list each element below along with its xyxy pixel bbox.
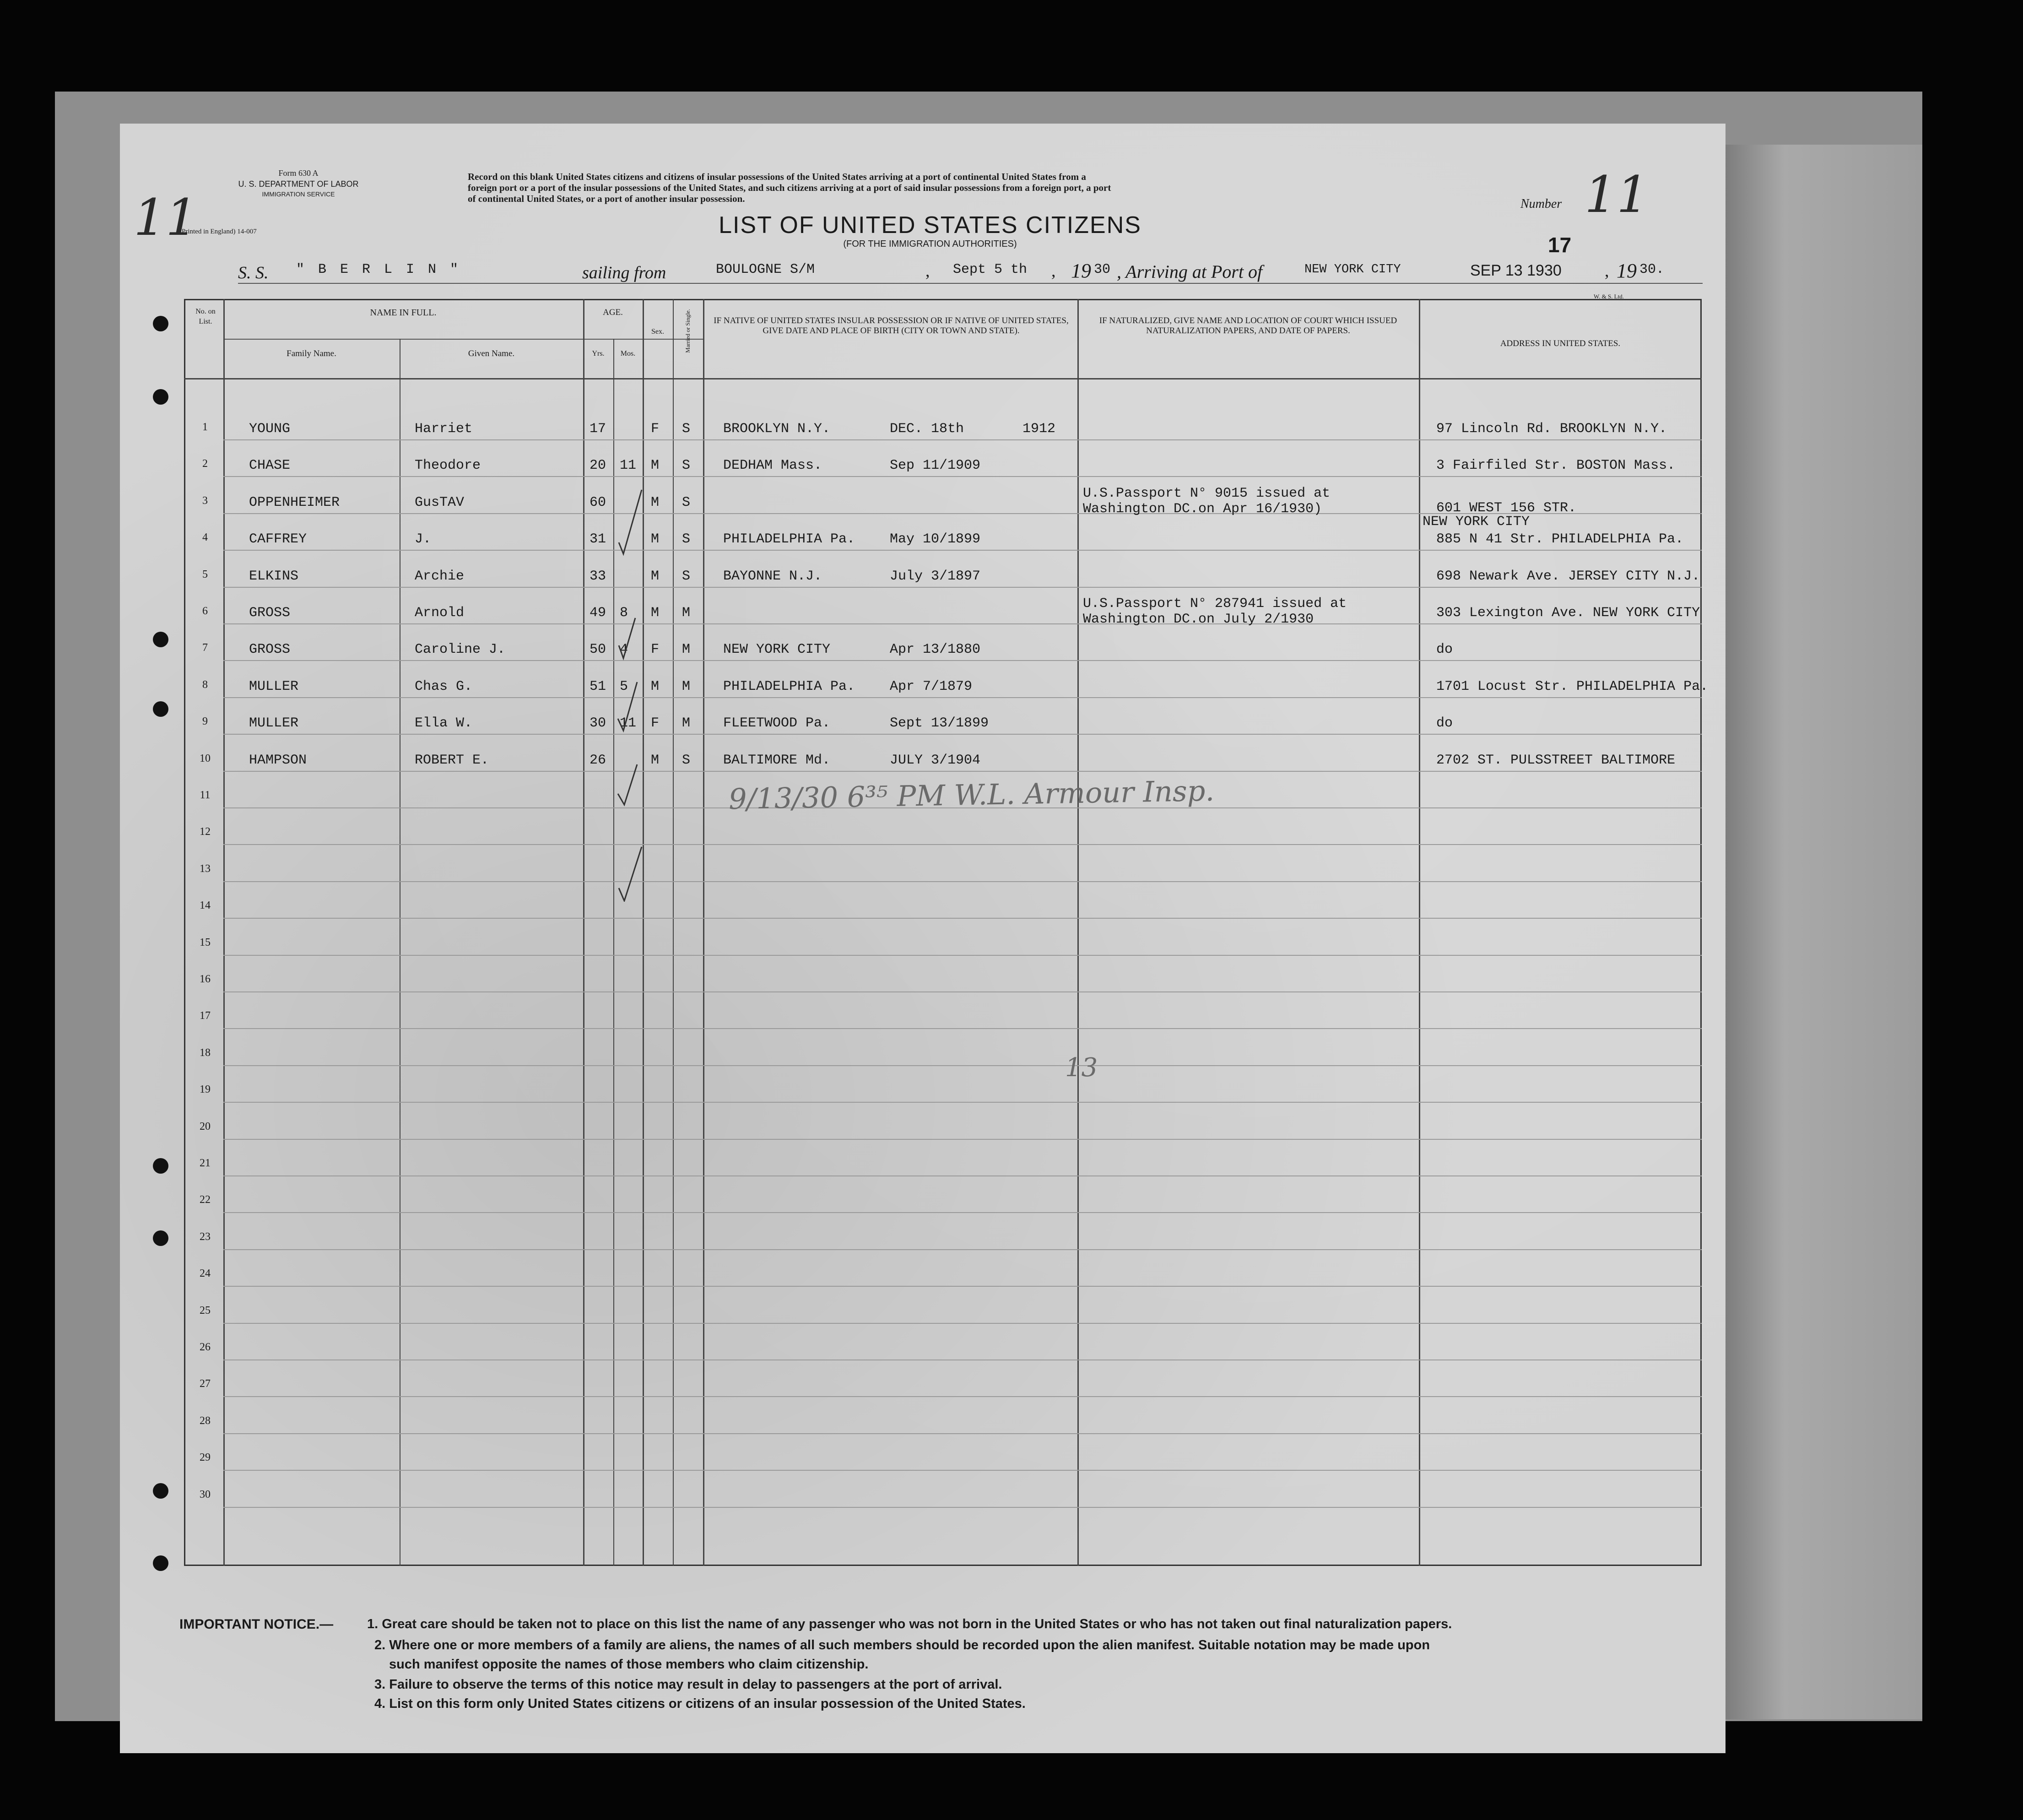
year-typed: 30 [1094, 262, 1111, 277]
row-number: 12 [200, 826, 211, 838]
punch-hole [153, 316, 168, 331]
punch-hole [153, 1230, 168, 1246]
punch-hole [153, 1158, 168, 1174]
row-rule [223, 1396, 1702, 1397]
row-rule [223, 1028, 1702, 1029]
col-header-given: Given Name. [468, 349, 515, 358]
family-name: ELKINS [249, 568, 299, 584]
intro-line: foreign port or a port of the insular possessions of the United States, and such citizens arriving at a port of said insular possessions from a foreign port, a port [468, 182, 1111, 193]
row-rule [223, 550, 1702, 551]
punch-hole [153, 1483, 168, 1499]
intro-line: Record on this blank United States citizens and citizens of insular possessions of the United States arriving at a port of continental United States from a [468, 171, 1086, 182]
row-rule [223, 1470, 1702, 1471]
marital-status: M [682, 715, 691, 731]
inspector-note: 9/13/30 6³⁵ PM W.L. Armour Insp. [728, 774, 1215, 816]
naturalization-info: Washington DC.on July 2/1930 [1083, 612, 1314, 627]
birth-date: Apr 13/1880 [890, 642, 981, 658]
page-subtitle: (FOR THE IMMIGRATION AUTHORITIES) [843, 239, 1017, 249]
service-label: IMMIGRATION SERVICE [262, 190, 335, 198]
sex: M [651, 678, 660, 694]
birth-place: BROOKLYN N.Y. [723, 421, 831, 437]
row-number: 13 [200, 862, 211, 875]
punch-hole [153, 1555, 168, 1571]
row-number: 17 [200, 1010, 211, 1022]
given-name: Ella W. [415, 715, 473, 731]
sex: M [651, 568, 660, 584]
marital-status: S [682, 494, 691, 510]
row-rule [223, 1212, 1702, 1213]
notice-item: 2. Where one or more members of a family are aliens, the names of all such members should be recorded upon the alien manifest. Suitable notation may be made upon [374, 1638, 1430, 1652]
row-rule [223, 1507, 1702, 1508]
row-rule [223, 587, 1702, 588]
row-number: 9 [202, 715, 208, 728]
row-number: 25 [200, 1304, 211, 1316]
birth-date: DEC. 18th [890, 421, 964, 437]
row-rule [223, 1286, 1702, 1287]
address: 97 Lincoln Rd. BROOKLYN N.Y. [1436, 421, 1667, 437]
row-number: 29 [200, 1452, 211, 1464]
row-rule [223, 439, 1702, 440]
row-rule [223, 1249, 1702, 1250]
row-number: 22 [200, 1194, 211, 1206]
birth-place: PHILADELPHIA Pa. [723, 678, 855, 694]
year-prefix: 19 [1071, 260, 1091, 282]
row-number: 24 [200, 1268, 211, 1280]
birth-date: Sept 13/1899 [890, 715, 989, 731]
family-name: MULLER [249, 715, 299, 731]
age-months: 11 [620, 715, 637, 731]
list-number-handwritten: 11 [1585, 165, 1649, 224]
given-name: GusTAV [415, 494, 465, 510]
col-header-birth: IF NATIVE OF UNITED STATES INSULAR POSSESSION OR IF NATIVE OF UNITED STATES, GIVE DATE AND PLACE OF BIRTH (CITY OR TOWN AND STATE). [714, 316, 1069, 336]
ss-label: S. S. [238, 263, 269, 282]
sex: M [651, 494, 660, 510]
col-header-sex: Sex. [651, 328, 664, 336]
family-name: HAMPSON [249, 752, 307, 768]
row-rule [223, 1323, 1702, 1324]
page-title: LIST OF UNITED STATES CITIZENS [719, 212, 1141, 238]
row-number: 27 [200, 1378, 211, 1390]
row-rule [223, 1433, 1702, 1434]
given-name: Arnold [415, 605, 465, 621]
given-name: Caroline J. [415, 642, 506, 658]
naturalization-info: Washington DC.on Apr 16/1930) [1083, 501, 1322, 517]
row-rule [223, 955, 1702, 956]
family-name: CAFFREY [249, 531, 307, 547]
given-name: Archie [415, 568, 465, 584]
row-number: 26 [200, 1341, 211, 1353]
row-number: 7 [202, 642, 208, 654]
arriving-label: , Arriving at Port of [1117, 261, 1263, 282]
row-number: 10 [200, 752, 211, 764]
sex: M [651, 531, 660, 547]
address: do [1436, 715, 1453, 731]
row-number: 3 [202, 494, 208, 507]
marital-status: S [682, 458, 691, 474]
birth-date: May 10/1899 [890, 531, 981, 547]
punch-hole [153, 632, 168, 647]
birth-place: BALTIMORE Md. [723, 752, 831, 768]
row-rule [223, 476, 1702, 477]
row-number: 2 [202, 458, 208, 470]
birth-date: JULY 3/1904 [890, 752, 981, 768]
row-number: 6 [202, 605, 208, 617]
printed-note: (Printed in England) 14-007 [179, 228, 257, 235]
marital-status: S [682, 531, 691, 547]
page-number: 17 [1548, 233, 1572, 257]
ship-name: " B E R L I N " [296, 262, 461, 277]
age-months: 11 [620, 458, 637, 474]
row-rule [223, 771, 1702, 772]
birth-place: PHILADELPHIA Pa. [723, 531, 855, 547]
form-number: Form 630 A [278, 168, 319, 178]
sex: M [651, 752, 660, 768]
notice-item: 1. Great care should be taken not to place on this list the name of any passenger who was not born in the United States or who has not taken out final naturalization papers. [367, 1617, 1452, 1631]
age-years: 20 [590, 458, 606, 474]
row-number: 23 [200, 1230, 211, 1243]
age-years: 17 [590, 421, 606, 437]
address: 2702 ST. PULSSTREET BALTIMORE [1436, 752, 1676, 768]
punch-hole [153, 701, 168, 717]
col-header-no: No. on List. [195, 308, 216, 325]
sailing-label: sailing from [582, 263, 666, 282]
center-handwritten-number: 13 [1065, 1053, 1098, 1083]
family-name: GROSS [249, 642, 291, 658]
col-header-yrs: Yrs. [592, 350, 605, 358]
age-years: 31 [590, 531, 606, 547]
address: 3 Fairfiled Str. BOSTON Mass. [1436, 458, 1676, 474]
manifest-table [184, 299, 1702, 1566]
punch-hole [153, 389, 168, 405]
address: 303 Lexington Ave. NEW YORK CITY [1436, 605, 1700, 621]
sex: M [651, 458, 660, 474]
row-number: 5 [202, 568, 208, 580]
row-rule [223, 1065, 1702, 1066]
col-header-family: Family Name. [287, 349, 336, 358]
birth-place: NEW YORK CITY [723, 642, 831, 658]
row-number: 21 [200, 1157, 211, 1169]
notice-item: 3. Failure to observe the terms of this notice may result in delay to passengers at the port of arrival. [374, 1677, 1002, 1692]
row-rule [223, 844, 1702, 845]
col-header-name: NAME IN FULL. [370, 308, 437, 318]
row-number: 14 [200, 899, 211, 912]
row-rule [223, 881, 1702, 882]
sex: F [651, 642, 660, 658]
birth-date: Sep 11/1909 [890, 458, 981, 474]
row-rule [223, 991, 1702, 992]
marital-status: S [682, 752, 691, 768]
age-years: 50 [590, 642, 606, 658]
marital-status: S [682, 568, 691, 584]
given-name: ROBERT E. [415, 752, 489, 768]
printer-mark: W. & S. Ltd. [1594, 293, 1624, 300]
marital-status: M [682, 642, 691, 658]
given-name: J. [415, 531, 432, 547]
age-years: 30 [590, 715, 606, 731]
col-header-address: ADDRESS IN UNITED STATES. [1500, 339, 1621, 348]
marital-status: M [682, 605, 691, 621]
birth-place: DEDHAM Mass. [723, 458, 822, 474]
number-label: Number [1520, 197, 1562, 211]
age-months: 4 [620, 642, 628, 658]
corner-handwritten-number: 11 [134, 188, 198, 247]
row-rule [223, 734, 1702, 735]
row-number: 28 [200, 1414, 211, 1427]
row-number: 16 [200, 973, 211, 985]
birth-date: July 3/1897 [890, 568, 981, 584]
col-header-age: AGE. [603, 308, 623, 317]
year2-typed: 30. [1639, 262, 1665, 277]
department-label: U. S. DEPARTMENT OF LABOR [238, 179, 359, 189]
address: 1701 Locust Str. PHILADELPHIA Pa. [1436, 678, 1709, 694]
notice-item: 4. List on this form only United States citizens or citizens of an insular possession of the United States. [374, 1696, 1026, 1711]
birth-place: FLEETWOOD Pa. [723, 715, 831, 731]
family-name: CHASE [249, 458, 291, 474]
given-name: Harriet [415, 421, 473, 437]
col-header-married: Married or Single. [684, 309, 691, 353]
given-name: Chas G. [415, 678, 473, 694]
row-rule [223, 623, 1702, 624]
year2-prefix: 19 [1617, 260, 1637, 282]
address: 885 N 41 Str. PHILADELPHIA Pa. [1436, 531, 1684, 547]
birth-place: BAYONNE N.J. [723, 568, 822, 584]
row-number: 15 [200, 936, 211, 948]
row-number: 11 [200, 789, 211, 801]
address: do [1436, 642, 1453, 658]
age-years: 33 [590, 568, 606, 584]
row-number: 8 [202, 678, 208, 691]
age-years: 60 [590, 494, 606, 510]
intro-line: of continental United States, or a port of another insular possession. [468, 193, 745, 204]
row-number: 1 [202, 421, 208, 433]
row-rule [223, 1175, 1702, 1176]
age-years: 51 [590, 678, 606, 694]
port-from: BOULOGNE S/M [716, 262, 815, 277]
row-number: 30 [200, 1488, 211, 1500]
sex: M [651, 605, 660, 621]
sailing-date: Sept 5 th [953, 262, 1028, 277]
sex: F [651, 421, 660, 437]
check-marks [591, 362, 665, 902]
manifest-page: Form 630 A U. S. DEPARTMENT OF LABOR IMMIGRATION SERVICE (Printed in England) 14-007 11 Record on this blank United States citizens and citizens of insular possessions of the United States arriving at a port of continental United States from a foreign port or a port of the insular possessions of the United States, and such citizens arriving at a port of said insular possessions from a foreign port, a port of continental United States, or a port of another insular possession. LIST OF UNITED STATES CITIZENS (FOR THE IMMIGRATION AUTHORITIES) Number 11 17 S. S. " B E R L I N " sailing from BOULOGNE S/M , Sept 5 th , 19 30 , Arriving at Port of NEW YORK CITY SEP 13 1930 , 19 30. W. & S. Ltd. No. on List. NAME IN FULL. Family Name. Given Name. AGE. Yrs. Mos. Sex. Married or Single. IF NATIVE OF UNITED STATES INSULAR POSSESSION OR IF NATIVE OF UNITED STATES, GIVE DATE AND PLACE OF BIRTH (CITY OR TOWN AND STATE). IF NATURALIZED, GIVE NAME AND LOCATION OF COURT WHICH ISSUED NATURALIZATION PAPERS, AND DATE OF PAPERS. ADDRESS IN UNITED STATES. 1 YOUNG Harriet 17 F S BROOKLYN N.Y. DEC. 18th 1912 97 Lincoln Rd. BROOKLYN N.Y. 2 CHASE Theodore 20 11 M S DEDHAM Mass. Sep 11/1909 3 Fairfiled Str. BOSTON Mass. 3 OPPENHEIMER GusTAV 60 M S 601 WEST 156 STR. NEW YORK CITY U.S.Passport N° 9015 issued at Washington DC.on Apr 16/1930) 4 CAFFREY J. 31 M S PHILADELPHIA Pa. May 10/1899 885 N 41 Str. PHILADELPHIA Pa. 5 ELKINS Archie 33 M S BAYONNE N.J. July 3/1897 698 Newark Ave. JERSEY CITY N.J. 6 GROSS Arnold 49 8 M M 303 Lexington Ave. NEW YORK CITY U.S.Passport N° 287941 issued at Washington DC.on July 2/1930 7 GROSS Caroline J. 50 4 F M NEW YORK CITY Apr 13/1880 do 8 MULLER Chas G. 51 5 M M PHILADELPHIA Pa. Apr 7/1879 1701 Locust Str. PHILADELPHIA Pa. 9 MULLER Ella W. 30 11 F M FLEETWOOD Pa. Sept 13/1899 do 10 HAMPSON ROBERT E. 26 M S BALTIMORE Md. JULY 3/1904 2702 ST. PULSSTREET BALTIMORE 11 12 13 14 15 16 17 18 19 20 21 22 23 24 25 26 27 28 29 30 9/13/30 6³⁵ PM W.L. Armour Insp. 13 IMPORTANT NOTICE.— 1. Great care should be taken not to place on this list the name of any passenger who was not born in the United States or who has not taken out final naturalization papers. 2. Where one or more members of a family are aliens, the names of all such members should be recorded upon the alien manifest. Suitable notation may be made upon such manifest opposite the names of those members who claim citizenship. 3. Failure to observe the terms of this notice may result in delay to passengers at the port of arrival. 4. List on this form only United States citizens or citizens of an insular possession of the United States. [120, 124, 1726, 1753]
col-header-mos: Mos. [620, 350, 636, 358]
birth-date: Apr 7/1879 [890, 678, 973, 694]
notice-title: IMPORTANT NOTICE.— [179, 1617, 334, 1632]
row-number: 19 [200, 1083, 211, 1096]
age-months: 5 [620, 678, 628, 694]
family-name: YOUNG [249, 421, 291, 437]
address-line2: NEW YORK CITY [1423, 514, 1530, 530]
row-number: 4 [202, 531, 208, 544]
family-name: OPPENHEIMER [249, 494, 340, 510]
age-months: 8 [620, 605, 628, 621]
row-number: 20 [200, 1120, 211, 1132]
age-years: 49 [590, 605, 606, 621]
port-to: NEW YORK CITY [1304, 263, 1401, 276]
family-name: GROSS [249, 605, 291, 621]
birth-year: 1912 [1022, 421, 1056, 437]
naturalization-info: U.S.Passport N° 9015 issued at [1083, 485, 1331, 501]
naturalization-info: U.S.Passport N° 287941 issued at [1083, 596, 1347, 612]
family-name: MULLER [249, 678, 299, 694]
age-years: 26 [590, 752, 606, 768]
row-number: 18 [200, 1046, 211, 1059]
arrival-stamp: SEP 13 1930 [1470, 262, 1562, 279]
col-header-naturalized: IF NATURALIZED, GIVE NAME AND LOCATION OF COURT WHICH ISSUED NATURALIZATION PAPERS, AND DATE OF PAPERS. [1099, 316, 1397, 336]
address: 698 Newark Ave. JERSEY CITY N.J. [1436, 568, 1700, 584]
row-rule [223, 918, 1702, 919]
address: 601 WEST 156 STR. [1436, 500, 1577, 516]
marital-status: S [682, 421, 691, 437]
notice-item: such manifest opposite the names of those members who claim citizenship. [389, 1657, 869, 1672]
adjacent-page-edge [1726, 145, 1922, 1719]
row-rule [223, 1102, 1702, 1103]
row-rule [223, 660, 1702, 661]
marital-status: M [682, 678, 691, 694]
sex: F [651, 715, 660, 731]
row-rule [223, 697, 1702, 698]
row-rule [223, 1139, 1702, 1140]
given-name: Theodore [415, 458, 481, 474]
